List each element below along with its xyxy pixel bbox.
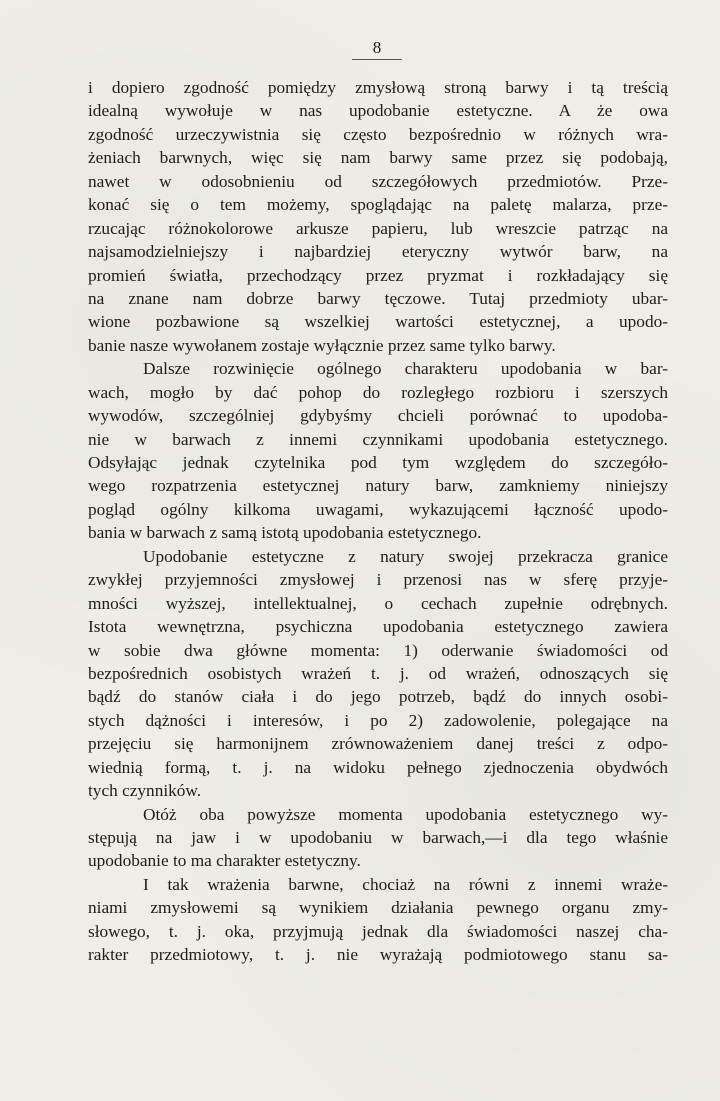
- text-line: tych czynników.: [88, 781, 202, 801]
- text-line: nawet w odosobnieniu od szczegółowych przedmiotów. Prze-: [88, 171, 668, 191]
- text-line: Istota wewnętrzna, psychiczna upodobania estetycznego zawiera: [88, 617, 668, 637]
- text-line: Dalsze rozwinięcie ogólnego charakteru upodobania w bar-: [143, 359, 668, 379]
- text-line: rakter przedmiotowy, t. j. nie wyrażają podmiotowego stanu sa-: [88, 945, 668, 965]
- text-line: pogląd ogólny kilkoma uwagami, wykazującemi łączność upodo-: [88, 499, 668, 519]
- text-line: Otóż oba powyższe momenta upodobania estetycznego wy-: [143, 804, 668, 824]
- text-line: promień światła, przechodzący przez pryzmat i rozkładający się: [88, 265, 668, 285]
- text-line: przejęciu się harmonijnem zrównoważeniem danej treści z odpo-: [88, 734, 668, 754]
- text-line: najsamodzielniejszy i najbardziej eteryczny wytwór barw, na: [88, 242, 668, 262]
- text-line: Odsyłając jednak czytelnika pod tym względem do szczegóło-: [88, 453, 668, 472]
- text-line: upodobanie to ma charakter estetyczny.: [88, 851, 361, 871]
- text-line: stępują na jaw i w upodobaniu w barwach,—i dla tego właśnie: [88, 828, 668, 847]
- text-line: bania w barwach z samą istotą upodobania estetycznego.: [88, 523, 482, 543]
- text-line: wego rozpatrzenia estetycznej natury barw, zamkniemy niniejszy: [88, 476, 668, 496]
- text-line: nie w barwach z innemi czynnikami upodobania estetycznego.: [88, 429, 668, 449]
- text-line: mności wyższej, intellektualnej, o cechach zupełnie odrębnych.: [88, 593, 668, 613]
- page-number: 8: [352, 38, 402, 60]
- text-line: zwykłej przyjemności zmysłowej i przenosi nas w sferę przyje-: [88, 570, 668, 590]
- text-line: słowego, t. j. oka, przyjmują jednak dla świadomości naszej cha-: [88, 921, 668, 941]
- text-line: konać się o tem możemy, spoglądając na paletę malarza, prze-: [88, 195, 668, 215]
- text-line: wiednią formą, t. j. na widoku pełnego zjednoczenia obydwóch: [88, 757, 668, 777]
- text-line: banie nasze wywołanem zostaje wyłącznie przez same tylko barwy.: [88, 335, 556, 355]
- text-line: bezpośrednich osobistych wrażeń t. j. od wrażeń, odnoszących się: [88, 663, 668, 683]
- text-line: niami zmysłowemi są wynikiem działania pewnego organu zmy-: [88, 898, 668, 918]
- text-line: zgodność urzeczywistnia się często bezpośrednio w różnych wra-: [88, 124, 668, 144]
- text-line: idealną wywołuje w nas upodobanie estetyczne. A że owa: [88, 101, 668, 121]
- text-line: na znane nam dobrze barwy tęczowe. Tutaj przedmioty ubar-: [88, 288, 668, 308]
- text-line: bądź do stanów ciała i do jego potrzeb, bądź do innych osobi-: [88, 687, 668, 707]
- text-line: stych dążności i interesów, i po 2) zadowolenie, polegające na: [88, 710, 668, 730]
- text-line: Upodobanie estetyczne z natury swojej przekracza granice: [143, 546, 668, 566]
- text-line: i dopiero zgodność pomiędzy zmysłową stroną barwy i tą treścią: [88, 78, 668, 97]
- text-line: rzucając różnokolorowe arkusze papieru, lub wreszcie patrząc na: [88, 218, 668, 238]
- text-line: wach, mogło by dać pohop do rozległego rozbioru i szerszych: [88, 382, 668, 402]
- text-line: wywodów, szczególniej gdybyśmy chcieli porównać to upodoba-: [88, 406, 668, 426]
- text-line: żeniach barwnych, więc się nam barwy same przez się podobają,: [88, 148, 668, 168]
- body-text: [88, 76, 668, 967]
- text-line: I tak wrażenia barwne, chociaż na równi z innemi wraże-: [143, 874, 668, 894]
- text-line: wione pozbawione są wszelkiej wartości estetycznej, a upodo-: [88, 312, 668, 332]
- text-line: w sobie dwa główne momenta: 1) oderwanie świadomości od: [88, 640, 668, 660]
